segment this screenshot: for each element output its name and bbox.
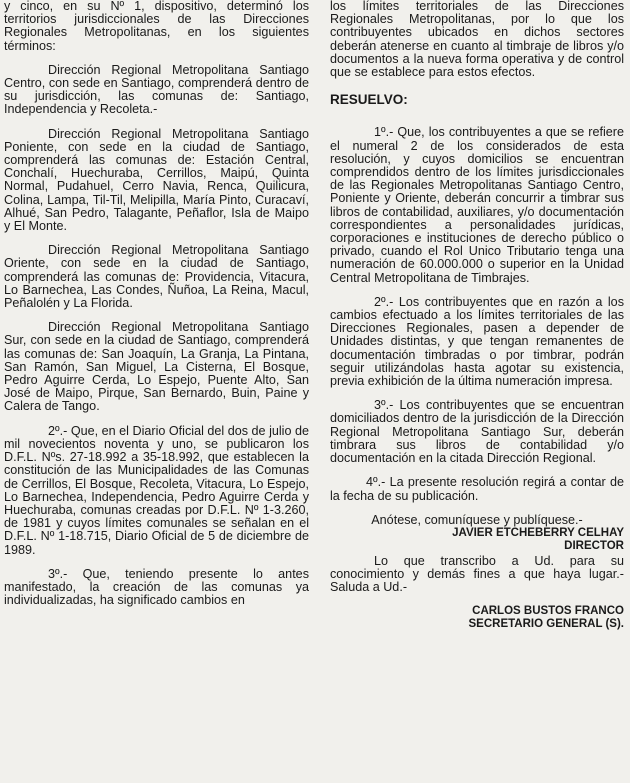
anotese-line: Anótese, comuníquese y publíquese.- [371,512,583,527]
intro-paragraph: y cinco, en su Nº 1, dispositivo, determinó los territorios jurisdiccionales de las Direcciones Regionales Metropolitanas, en los siguientes términos: [4,0,309,53]
right-column [330,0,624,631]
transcribo-paragraph: Lo que transcribo a Ud. para su conocimiento y demás fines a que haya lugar.- Saluda a Ud.- [330,553,624,595]
resuelvo-heading: RESUELVO: [330,92,408,108]
centro-paragraph: Dirección Regional Metropolitana Santiago Centro, con sede en Santiago, comprenderá dentro de su jurisdicción, las comunas de: Santiago, Independencia y Recoleta.- [4,62,309,117]
sur-paragraph: Dirección Regional Metropolitana Santiago Sur, con sede en la ciudad de Santiago, comprenderá las comunas de: San Joaquín, La Granja, La Pintana, San Ramón, San Miguel, La Cisterna, El Bosque, Pedro Aguirre Cerda, Lo Espejo, Puente Alto, San José de Maipo, Pirque, San Bernardo, Buin, Paine y Calera de Tango. [4,320,309,414]
considerando-3-paragraph: 3º.- Que, teniendo presente lo antes manifestado, la creación de las comunas ya individualizadas, ha significado cambios en [4,566,309,608]
resolucion-4-paragraph: 4º.- La presente resolución regirá a contar de la fecha de su publicación. [330,475,624,503]
director-name: JAVIER ETCHEBERRY CELHAY [452,526,624,539]
resolucion-2-paragraph: 2º.- Los contribuyentes que en razón a los cambios efectuado a los límites territoriales de las Direcciones Regionales, pasen a depender de Unidades distintas, y que tengan remanentes de documentación timbradas o por timbrar, podrán seguir utilizándolas hasta agotar su existencia, previa exhibición de la última numeración impresa. [330,294,624,389]
director-title: DIRECTOR [564,539,624,552]
secretario-name: CARLOS BUSTOS FRANCO [472,604,624,617]
secretario-title: SECRETARIO GENERAL (S). [468,617,624,630]
considerando-2-paragraph: 2º.- Que, en el Diario Oficial del dos de julio de mil novecientos noventa y uno, se publicaron los D.F.L. Nºs. 27-18.992 a 35-18.992, que establecen la constitución de las Municipalidades de las Comunas de Cerrillos, El Bosque, Recoleta, Vitacura, Lo Espejo, Lo Barnechea, Independencia, Pedro Aguirre Cerda y Huechuraba, comunas creadas por D.F.L. Nº 1-3.260, de 1981 y cuyos límites comunales se señalan en el D.F.L. Nº 1-18.715, Diario Oficial de 5 de diciembre de 1989. [4,423,309,557]
continuation-paragraph: los límites territoriales de las Direcciones Regionales Metropolitanas, por lo que los contribuyentes ubicados en dichos sectores deberán atenerse en cuanto al timbraje de libros y/o documentos a la nueva forma operativa y de control que se establece para estos efectos. [330,0,624,80]
resolucion-3-paragraph: 3º.- Los contribuyentes que se encuentran domiciliados dentro de la jurisdicción de la Dirección Regional Metropolitana Santiago Sur, deberán timbrara sus libros de contabilidad y/o documentación en la citada Dirección Regional. [330,398,624,466]
poniente-paragraph: Dirección Regional Metropolitana Santiago Poniente, con sede en la ciudad de Santiago, comprenderá las comunas de: Estación Central, Conchalí, Huechuraba, Cerrillos, Maipú, Quinta Normal, Pudahuel, Cerro Navia, Renca, Quilicura, Colina, Lampa, Til-Til, Melipilla, María Pinto, Curacaví, Alhué, San Pedro, Talagante, Peñaflor, Isla de Maipo y El Monte. [4,126,309,234]
resolucion-1-paragraph: 1º.- Que, los contribuyentes a que se refiere el numeral 2 de los considerados de esta resolución, y cuyos domicilios se encuentran comprendidos dentro de los límites jurisdiccionales de las Regionales Metropolitanas Santiago Centro, Poniente y Oriente, deberán concurrir a timbrar sus libros de contabilidad, auxiliares, y/o documentación correspondientes a personalidades jurídicas, corporaciones e instituciones de derecho público o privado, cuando el Rol Unico Tributario tenga una numeración de 60.000.000 o superior en la Unidad Central Metropolitana de Timbrajes. [330,125,624,285]
left-column [4,0,309,618]
oriente-paragraph: Dirección Regional Metropolitana Santiago Oriente, con sede en la ciudad de Santiago, comprenderá las comunas de: Providencia, Vitacura, Lo Barnechea, Las Condes, Ñuñoa, La Reina, Macul, Peñalolén y La Florida. [4,243,309,311]
